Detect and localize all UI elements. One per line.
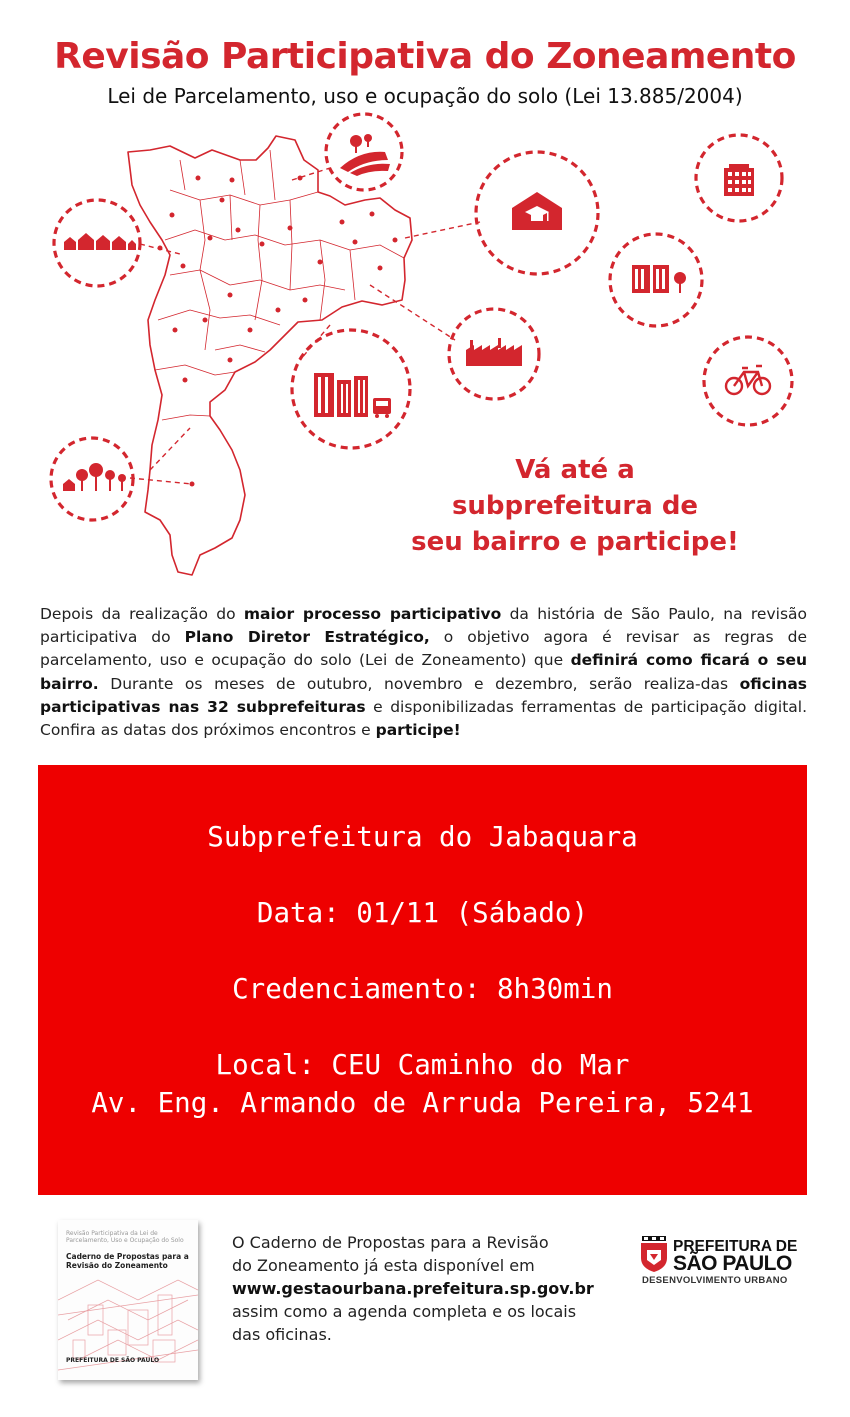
event-date: Data: 01/11 (Sábado) bbox=[256, 897, 589, 929]
event-info-box bbox=[38, 765, 807, 1195]
school-icon bbox=[512, 192, 562, 230]
event-credenciamento: Credenciamento: 8h30min bbox=[232, 973, 613, 1005]
logo-line2: SÃO PAULO bbox=[673, 1252, 792, 1275]
cta-line1: Vá até a bbox=[515, 455, 635, 485]
houses-trees-icon bbox=[63, 463, 126, 491]
cta-line2: subprefeitura de bbox=[451, 491, 699, 521]
call-to-action bbox=[395, 452, 755, 560]
apartment-building-icon bbox=[724, 164, 754, 196]
farm-icon-circle bbox=[326, 114, 402, 190]
cta-line3: seu bairro e participe! bbox=[411, 527, 739, 557]
intro-paragraph bbox=[40, 603, 807, 742]
intro-bold-4: oficinas participativas nas 32 subprefeituras bbox=[40, 674, 807, 716]
intro-text-5: e disponibilizadas ferramentas de participação digital. Confira as datas dos próximos encontros e bbox=[40, 697, 808, 740]
prefeitura-logo bbox=[640, 1234, 810, 1294]
city-outline bbox=[128, 136, 412, 575]
intro-bold-2: Plano Diretor Estratégico, bbox=[184, 628, 430, 647]
event-address: Av. Eng. Armando de Arruda Pereira, 5241 bbox=[91, 1087, 754, 1119]
logo-line3: DESENVOLVIMENTO URBANO bbox=[642, 1275, 788, 1286]
houses-icon bbox=[64, 233, 136, 250]
bicycle-icon-circle bbox=[704, 337, 792, 425]
footer-line4: assim como a agenda completa e os locais bbox=[232, 1302, 577, 1321]
intro-text-1: Depois da realização do bbox=[40, 605, 244, 623]
cover-title: Caderno de Propostas para a Revisão do Zoneamento bbox=[66, 1252, 189, 1270]
footer-line2: do Zoneamento já esta disponível em bbox=[232, 1256, 535, 1275]
towers-bus-icon bbox=[314, 373, 391, 418]
intro-bold-1: maior processo participativo bbox=[243, 605, 502, 623]
intro-text-4: Durante os meses de outubro, novembro e dezembro, serão realiza-das bbox=[98, 674, 740, 693]
factories-icon bbox=[466, 338, 522, 366]
intro-bold-3: definirá como ficará o seu bairro. bbox=[40, 651, 807, 693]
bicycle-icon bbox=[726, 366, 770, 394]
city-crest-icon bbox=[640, 1236, 668, 1272]
event-location: Local: CEU Caminho do Mar bbox=[215, 1049, 630, 1081]
logo-line1: PREFEITURA DE bbox=[673, 1238, 798, 1255]
event-subprefeitura: Subprefeitura do Jabaquara bbox=[207, 821, 638, 853]
intro-text-2: da história de São Paulo, na revisão participativa do bbox=[40, 605, 807, 647]
footer-text bbox=[232, 1231, 632, 1346]
footer-line1: O Caderno de Propostas para a Revisão bbox=[232, 1233, 549, 1252]
buildings-tree-icon bbox=[632, 265, 686, 293]
page-subtitle: Lei de Parcelamento, uso e ocupação do solo (Lei 13.885/2004) bbox=[107, 84, 743, 108]
footer-line5: das oficinas. bbox=[232, 1325, 332, 1344]
farm-icon bbox=[340, 134, 390, 176]
intro-text-3: o objetivo agora é revisar as regras de parcelamento, uso e ocupação do solo (Lei de Zoneamento) que bbox=[40, 628, 807, 670]
caderno-cover bbox=[58, 1220, 198, 1380]
cover-city-drawing bbox=[58, 1220, 198, 1380]
footer-url-link[interactable]: www.gestaourbana.prefeitura.sp.gov.br bbox=[232, 1279, 594, 1298]
page-title: Revisão Participativa do Zoneamento bbox=[54, 36, 796, 77]
cover-small-title: Revisão Participativa da Lei de Parcelamento, Uso e Ocupação do Solo bbox=[66, 1230, 184, 1244]
cover-logo: PREFEITURA DE SÃO PAULO bbox=[66, 1357, 160, 1364]
intro-bold-5: participe! bbox=[375, 721, 461, 740]
